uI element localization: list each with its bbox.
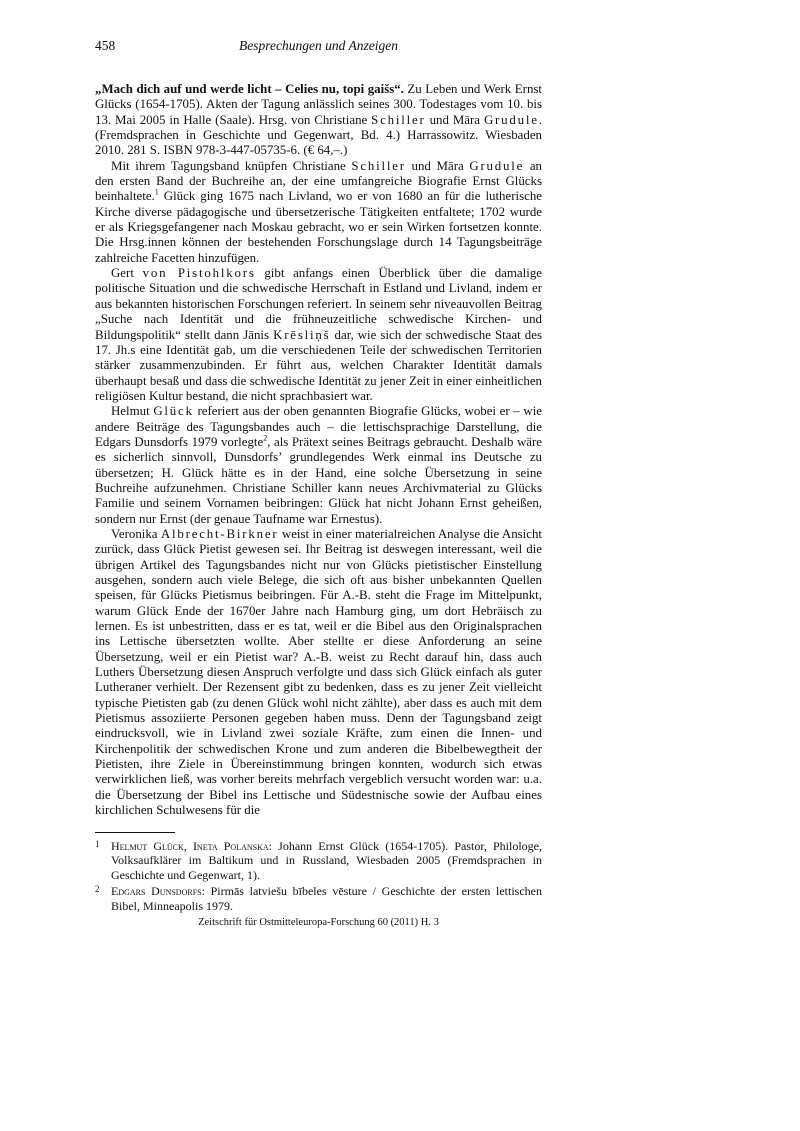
- footnote-ref: 2: [263, 433, 268, 443]
- paragraph: [95, 266, 542, 404]
- paragraph: [95, 527, 542, 819]
- paragraph: [95, 159, 542, 266]
- author-name: Grudule: [469, 158, 525, 173]
- bib-text: . (Fremdsprachen in Geschichte und Gegenwart, Bd. 4.) Harrassowitz. Wiesbaden 2010. 281 S. ISBN 978-3-447-05735-6. (€ 64,–.): [95, 112, 543, 158]
- running-title: Besprechungen und Anzeigen: [239, 38, 398, 53]
- journal-footer: Zeitschrift für Ostmitteleuropa-Forschung 60 (2011) H. 3: [198, 917, 439, 928]
- text: , als Prätext seines Beitrags gebraucht. Deshalb wäre es sicherlich sinnvoll, Dunsdorfs’ grundlegendes Werk einmal ins Deutsche zu übersetzen; H. Glück hätte es in der Hand, eine solche Übersetzung in seine Buchreihe aufzunehmen. Christiane Schiller kann neues Archivmaterial zu Glücks Familie und seinem Vornamen beibringen: Glück hat nicht Johann Ernst geheißen, sondern nur Ernst (der genaue Taufname war Ernestus).: [95, 434, 542, 526]
- author-name: Glück: [153, 404, 194, 419]
- page-header: [95, 38, 542, 58]
- footnote-authors: Helmut Glück, Ineta Polanska: [111, 838, 269, 853]
- author-name: Albrecht-Birkner: [160, 526, 279, 541]
- bib-text: und Māra: [425, 112, 484, 127]
- review-body: [95, 82, 542, 819]
- footnote-text: : Johann Ernst Glück (1654-1705). Pastor, Philologe, Volksaufklärer im Baltikum und in Russland, Wiesbaden 2005 (Fremdsprachen in Geschichte und Gegenwart, 1).: [111, 838, 543, 882]
- footnotes: [95, 839, 542, 914]
- text: an den ersten Band der Buchreihe an, der eine umfangreiche Biografie Ernst Glücks beinhaltete.: [95, 158, 542, 204]
- footnote-number: 2: [95, 884, 100, 895]
- footnote: [95, 839, 542, 883]
- text: Glück ging 1675 nach Livland, wo er von 1680 an für die lutherische Kirche diverse pädagogische und übersetzerische Tätigkeiten entfaltete; 1702 wurde er als Kriegsgefangener nach Moskau gebracht, wo er sein Wirken fortsetzen konnte. Die Hrsg.innen können der bestehenden Forschungslage durch 14 Tagungsbeiträge zahlreiche Facetten hinzufügen.: [95, 189, 542, 265]
- text: referiert aus der oben genannten Biografie Glücks, wobei er – wie andere Beiträge des Tagungsbandes auch – die lettischsprachige Darstellung, die Edgars Dunsdorfs 1979 vorlegte: [95, 404, 542, 449]
- bibliographic-entry: [95, 82, 542, 159]
- text: und Māra: [405, 158, 470, 173]
- text: Gert: [111, 266, 143, 281]
- author-name: Schiller: [351, 158, 406, 173]
- book-title: „Mach dich auf und werde licht – Celies nu, topi gaišs“.: [95, 82, 404, 96]
- footnote: [95, 884, 542, 913]
- paragraph: [95, 404, 542, 527]
- author-name: Krēsliņš: [273, 327, 331, 342]
- author-name: von Pistohlkors: [142, 266, 256, 281]
- footnote-authors: Edgars Dunsdorfs: [111, 884, 202, 899]
- text: dar, wie sich der schwedische Staat des 17. Jh.s eine Identität gab, um die verschiedenen Teile der schwedischen Territorien stärker zusammenzubinden. Er führt aus, welchen Charakter Identität damals überhaupt besaß und dass die schwedische Identität zu jener Zeit in einer einheitlichen religiösen Kultur bestand, die nicht sprachbasiert war.: [95, 327, 542, 403]
- footnote-divider: [95, 832, 175, 833]
- editor-name: Schiller: [371, 112, 426, 127]
- bib-text: Zu Leben und Werk Ernst Glücks (1654-1705). Akten der Tagung anlässlich seines 300. Todestages vom 10. bis 13. Mai 2005 in Halle (Saale). Hrsg. von Christiane: [95, 82, 542, 127]
- editor-name: Grudule: [483, 112, 539, 127]
- footnote-number: 1: [95, 838, 100, 849]
- text: weist in einer materialreichen Analyse die Ansicht zurück, dass Glück Pietist gewesen sei. Ihr Beitrag ist deswegen interessant, weil die übrigen Artikel des Tagungsbandes nicht nur von Glücks pietistischer Einstellung ausgehen, sondern auch viele Belege, die sich oft aus bisher unbekannten Quellen speisen, für Glücks Pietismus beibringen. Für A.-B. steht die Frage im Mittelpunkt, warum Glück Ende der 1670er Jahre nach Hamburg ging, um dort Hebräisch zu lernen. Es ist unbestritten, dass er es tat, weil er die Bibel aus den Originalsprachen ins Lettische übersetzten wollte. Aber stellte er diese Anforderung an seine Übersetzung, weil er ein Pietist war? A.-B. weist zu Recht darauf hin, dass auch Luthers Übersetzung diesen Anspruch verfolgte und dass sich Glück einfach als guter Lutheraner verhielt. Der Rezensent gibt zu bedenken, dass es zu jener Zeit vielleicht typische Pietisten gab (zu denen Glück wohl nicht zählte), aber dass es auch mit dem Pietismus assoziierte Personen gegeben haben muss. Denn der Tagungsband zeigt eindrucksvoll, wie in Livland zwei soziale Kräfte, zum einen die Innen- und Kirchenpolitik der schwedischen Krone und zum anderen die Bibelbewegtheit der Pietisten, ihre Ziele in Übereinstimmung bringen konnten, wodurch sich etwas verwirklichen ließ, was vorher bereits mehrfach vergeblich versucht worden war: u.a. die Übersetzung der Bibel ins Lettische und Südestnische sowie der Aufbau eines kirchlichen Schulwesens für die: [95, 526, 542, 818]
- footnote-ref: 1: [154, 188, 159, 198]
- text: Helmut: [111, 404, 154, 419]
- footnote-text: : Pirmās latviešu bībeles vēsture / Geschichte der ersten lettischen Bibel, Minneapolis 1979.: [111, 884, 542, 913]
- page-number: 458: [95, 38, 116, 53]
- text: Veronika: [111, 526, 161, 541]
- text: Mit ihrem Tagungsband knüpfen Christiane: [111, 158, 352, 173]
- text: gibt anfangs einen Überblick über die damalige politische Situation und die schwedische Herrschaft in Estland und Livland, indem er aus bekannten historischen Forschungen referiert. In seinem sehr niveauvollen Beitrag „Suche nach Identität und die frühneuzeitliche schwedische Kirchen- und Bildungspolitik“ stellt dann Jānis: [95, 266, 542, 342]
- document-page: [95, 38, 542, 915]
